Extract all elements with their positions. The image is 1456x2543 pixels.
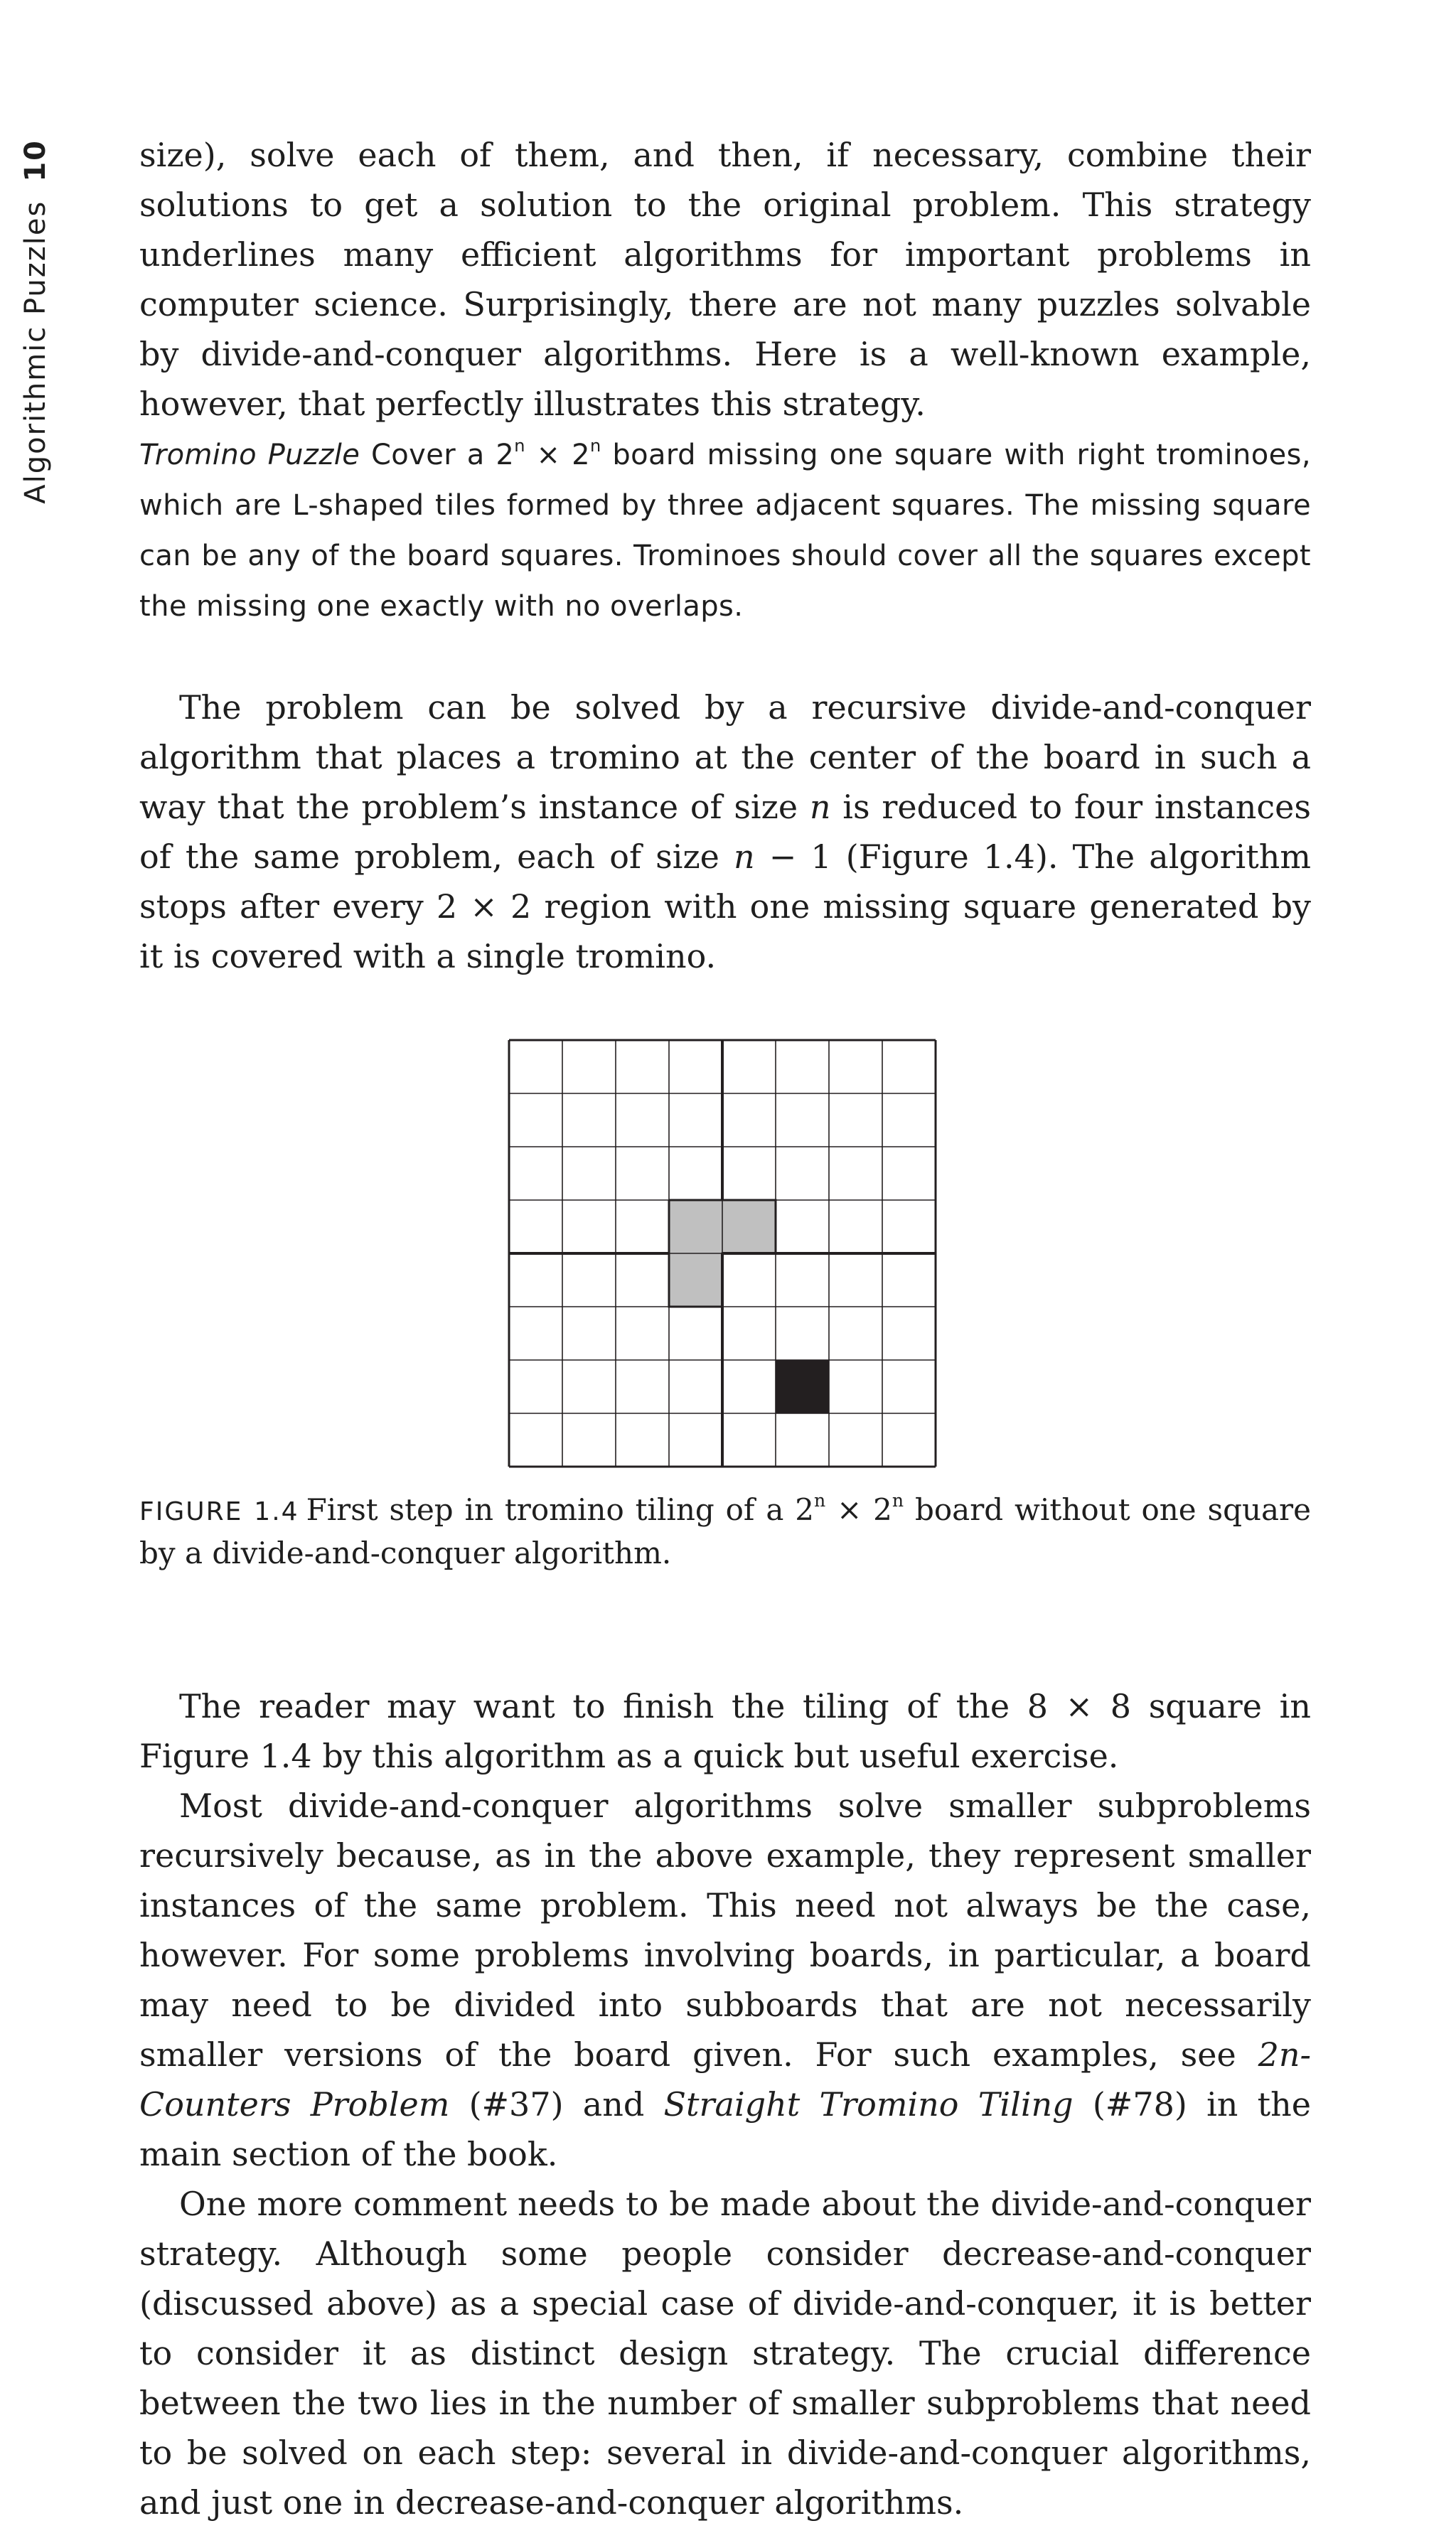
paragraph-4-text-b: (#37) and xyxy=(449,2085,664,2124)
paragraph-2-text-c: − 1 (Figure 1.4). The algorithm stops after every 2 × 2 region with one missing square generated by it is covered with a single tromino. xyxy=(139,837,1311,975)
puzzle-name: Tromino Puzzle xyxy=(139,439,360,471)
missing-square xyxy=(776,1360,829,1413)
tromino-cell xyxy=(722,1200,776,1253)
puzzle-text-c: board missing one square with right trominoes, which are L-shaped tiles formed by three adjacent squares. The missing square can be any of the board squares. Trominoes should cover all the squares except the missing one exactly with no overlaps. xyxy=(139,439,1312,623)
figure-1-4 xyxy=(503,1034,941,1472)
paragraph-2 xyxy=(139,682,1311,981)
paragraph-4-text-a: Most divide-and-conquer algorithms solve smaller subproblems recursively because, as in the above example, they represent smaller instances of the same problem. This need not always be the case, however. For some problems involving boards, in particular, a board may need to be divided into subboards that are not necessarily smaller versions of the board given. For such examples, see xyxy=(139,1787,1311,2074)
puzzle-text-a: Cover a 2 xyxy=(370,439,515,471)
body-text-lower xyxy=(139,1681,1311,2527)
running-header xyxy=(13,139,58,509)
reference-straight-tromino: Straight Tromino Tiling xyxy=(663,2085,1074,2124)
paragraph-3: The reader may want to finish the tiling of the 8 × 8 square in Figure 1.4 by this algorithm as a quick but useful exercise. xyxy=(139,1687,1311,1775)
paragraph-5: One more comment needs to be made about the divide-and-conquer strategy. Although some people consider decrease-and-conquer (discussed above) as a special case of divide-and-conquer, it is better to consider it as distinct design strategy. The crucial difference between the two lies in the number of smaller subproblems that need to be solved on each step: several in divide-and-conquer algorithms, and just one in decrease-and-conquer algorithms. xyxy=(139,2185,1311,2522)
figure-caption xyxy=(139,1489,1311,1574)
paragraph-2-text-a: The problem can be solved by a recursive divide-and-conquer algorithm that places a tromino at the center of the board in such a way that the problem’s instance of size xyxy=(139,688,1311,826)
variable-n: n xyxy=(734,837,755,876)
puzzle-text-b: × 2 xyxy=(525,439,591,471)
reference-2n-counters: 2n-Counters Problem xyxy=(139,2035,1311,2124)
tromino-cell xyxy=(669,1253,722,1307)
caption-text-a: First step in tromino tiling of a 2 xyxy=(306,1492,814,1527)
caption-text-b: × 2 xyxy=(825,1492,892,1527)
caption-exponent-a: n xyxy=(813,1490,826,1511)
page-number: 10 xyxy=(19,139,52,182)
variable-n: n xyxy=(809,788,831,826)
puzzle-exponent-a: n xyxy=(514,436,525,456)
puzzle-statement xyxy=(139,430,1311,632)
paragraph-4-text-c: (#78) in the main section of the book. xyxy=(139,2085,1311,2173)
caption-label: FIGURE 1.4 xyxy=(139,1497,299,1526)
running-header-text xyxy=(13,139,58,509)
caption-text-c: board without one square by a divide-and-conquer algorithm. xyxy=(139,1492,1311,1570)
puzzle-exponent-b: n xyxy=(590,436,601,456)
tromino-board xyxy=(503,1034,941,1472)
paragraph-1: size), solve each of them, and then, if necessary, combine their solutions to get a solution to the original problem. This strategy underlines many efficient algorithms for important problems in computer science. Surprisingly, there are not many puzzles solvable by divide-and-conquer algorithms. Here is a well-known example, however, that perfectly illustrates this strategy. xyxy=(139,136,1311,423)
book-title: Algorithmic Puzzles xyxy=(19,200,52,504)
paragraph-4 xyxy=(139,1781,1311,2179)
tromino-cell xyxy=(669,1200,722,1253)
caption-exponent-b: n xyxy=(892,1490,904,1511)
paragraph-2-text-b: is reduced to four instances of the same problem, each of size xyxy=(139,788,1311,876)
caption-text xyxy=(139,1489,1311,1574)
